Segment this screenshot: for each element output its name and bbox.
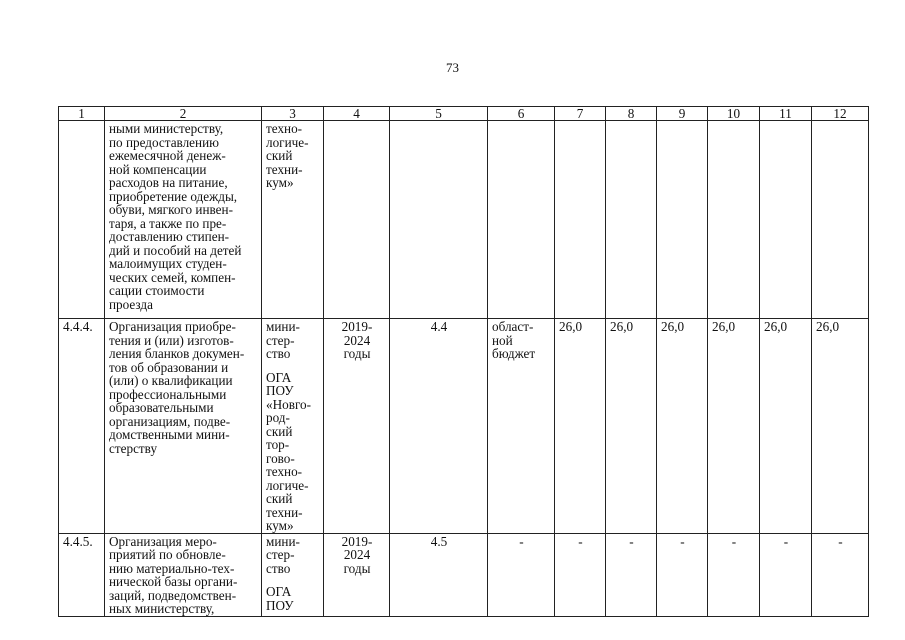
header-cell: 5	[390, 107, 488, 121]
text-line: логиче-	[266, 477, 309, 493]
text-line: стер-	[266, 332, 295, 348]
text-line: таря, а также по пре-	[109, 215, 227, 231]
text-line: кум»	[266, 518, 294, 533]
text-line: организациям, подве-	[109, 413, 231, 429]
text-line: дий и пособий на детей	[109, 242, 242, 258]
text-line: стерству	[109, 440, 158, 456]
header-cell: 11	[760, 107, 812, 121]
value-8	[606, 121, 657, 319]
text-line: проезда	[109, 296, 153, 312]
text-line: стер-	[266, 547, 295, 562]
value-10: -	[708, 533, 760, 616]
text-line: приятий по обновле-	[109, 547, 226, 562]
text-line: ство	[266, 346, 291, 361]
funding-source: -	[488, 533, 555, 616]
value-10	[708, 121, 760, 319]
text-line: ПОУ	[266, 383, 294, 398]
value-10: 26,0	[708, 319, 760, 534]
executor-text	[262, 319, 324, 534]
table-row	[59, 121, 869, 319]
value-12	[812, 121, 869, 319]
text-line: домственными мини-	[109, 427, 230, 442]
period: 2019- 2024 годы	[324, 319, 390, 534]
value-11: 26,0	[760, 319, 812, 534]
table-row	[59, 319, 869, 534]
executor-a	[266, 535, 320, 576]
header-cell: 2	[105, 107, 262, 121]
text-line: ежемесячной денеж-	[109, 148, 226, 163]
activity-text	[105, 121, 262, 319]
executor-b	[266, 585, 320, 612]
item-ref	[390, 121, 488, 319]
header-cell: 7	[555, 107, 606, 121]
text-line: кум»	[266, 175, 294, 190]
value-9	[657, 121, 708, 319]
text-line: род-	[266, 410, 290, 425]
table-row	[59, 533, 869, 616]
header-cell: 4	[324, 107, 390, 121]
executor-a	[266, 320, 320, 361]
text-line: нию материально-тех-	[109, 560, 235, 576]
executor-text	[262, 533, 324, 616]
text-line: приобретение одежды,	[109, 188, 238, 204]
row-number: 4.4.4.	[59, 319, 105, 534]
value-8: -	[606, 533, 657, 616]
text-line: ство	[266, 560, 291, 576]
header-cell: 3	[262, 107, 324, 121]
text-line: логиче-	[266, 134, 309, 150]
text-line: ПОУ	[266, 597, 294, 613]
header-cell: 6	[488, 107, 555, 121]
text-line: ский	[266, 491, 293, 506]
period: 2019- 2024 годы	[324, 533, 390, 616]
text-line: ческих семей, компен-	[109, 269, 236, 285]
item-ref: 4.5	[390, 533, 488, 616]
text-line: образовательными	[109, 400, 214, 415]
text-line: ными министерству,	[109, 121, 224, 136]
text-line: «Новго-	[266, 396, 312, 412]
text-line: техни-	[266, 161, 303, 177]
value-12: 26,0	[812, 319, 869, 534]
text-line: техни-	[266, 504, 303, 520]
plan-table	[58, 106, 869, 617]
executor-text	[262, 121, 324, 319]
text-line: ных министерству,	[109, 601, 215, 616]
period	[324, 121, 390, 319]
text-line: ский	[266, 148, 293, 163]
text-line: малоимущих студен-	[109, 256, 227, 271]
text-line: расходов на питание,	[109, 175, 228, 190]
executor-b	[266, 371, 320, 533]
value-7: -	[555, 533, 606, 616]
text-line: доставлению стипен-	[109, 229, 230, 244]
value-8: 26,0	[606, 319, 657, 534]
text-line: обуви, мягкого инвен-	[109, 202, 233, 217]
text-line: нической базы органи-	[109, 574, 238, 589]
header-cell: 12	[812, 107, 869, 121]
funding-source	[488, 121, 555, 319]
text-line: ОГА	[266, 584, 292, 599]
text-line: Организация приобре-	[109, 319, 236, 334]
text-line: сации стоимости	[109, 283, 205, 298]
text-line: тов об образовании и	[109, 359, 229, 375]
page-number: 73	[446, 60, 459, 75]
row-number: 4.4.5.	[59, 533, 105, 616]
text-line: по предоставлению	[109, 134, 219, 150]
header-cell: 10	[708, 107, 760, 121]
activity-text	[105, 319, 262, 534]
header-cell: 1	[59, 107, 105, 121]
text-line: профессиональными	[109, 386, 227, 402]
item-ref: 4.4	[390, 319, 488, 534]
activity-text	[105, 533, 262, 616]
text-line: тор-	[266, 437, 290, 452]
text-line: заций, подведомствен-	[109, 587, 237, 603]
text-line: техно-	[266, 121, 303, 136]
row-number	[59, 121, 105, 319]
header-row	[59, 107, 869, 121]
text-line: ной компенсации	[109, 161, 207, 177]
header-cell: 8	[606, 107, 657, 121]
header-cell: 9	[657, 107, 708, 121]
text-line: мини-	[266, 533, 300, 549]
value-7: 26,0	[555, 319, 606, 534]
text-line: Организация меро-	[109, 533, 217, 549]
funding-source: област- ной бюджет	[488, 319, 555, 534]
text-line: тения и (или) изготов-	[109, 332, 234, 348]
text-line: техно-	[266, 464, 303, 479]
value-9: 26,0	[657, 319, 708, 534]
value-11	[760, 121, 812, 319]
text-line: ления бланков докумен-	[109, 346, 245, 361]
value-12: -	[812, 533, 869, 616]
text-line: ОГА	[266, 369, 292, 385]
value-7	[555, 121, 606, 319]
executor-a	[266, 122, 320, 190]
text-line: мини-	[266, 319, 300, 334]
text-line: ский	[266, 423, 293, 439]
text-line: гово-	[266, 450, 295, 466]
text-line: (или) о квалификации	[109, 373, 233, 388]
value-9: -	[657, 533, 708, 616]
value-11: -	[760, 533, 812, 616]
